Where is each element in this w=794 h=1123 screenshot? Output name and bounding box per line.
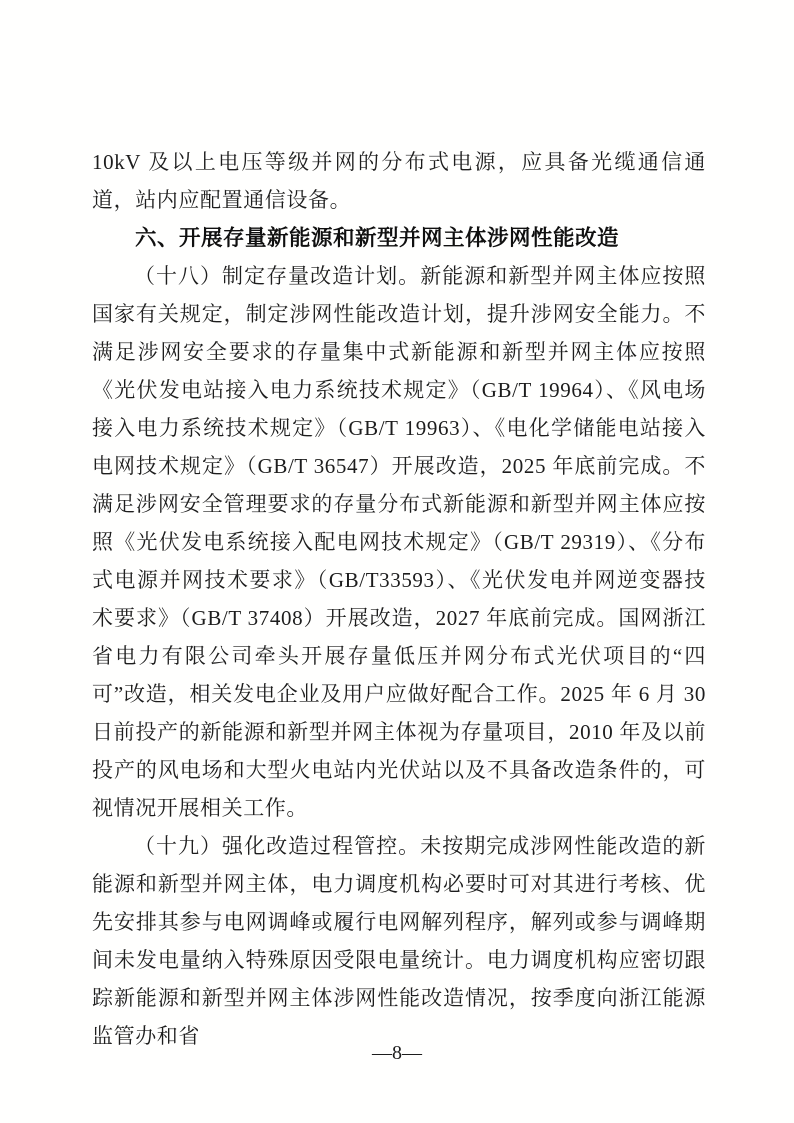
- item-18-lead: （十八）制定存量改造计划。: [134, 264, 421, 288]
- document-body: [92, 143, 706, 1055]
- item-paragraph-19: [92, 827, 706, 1055]
- item-18-body: 新能源和新型并网主体应按照国家有关规定，制定涉网性能改造计划，提升涉网安全能力。不满足涉网安全要求的存量集中式新能源和新型并网主体应按照《光伏发电站接入电力系统技术规定》（GB/T 19964）、《风电场接入电力系统技术规定》（GB/T 19963）、《电化学储能电站接入电网技术规定》（GB/T 36547）开展改造，2025 年底前完成。不满足涉网安全管理要求的存量分布式新能源和新型并网主体应按照《光伏发电系统接入配电网技术规定》（GB/T 29319）、《分布式电源并网技术要求》（GB/T33593）、《光伏发电并网逆变器技术要求》（GB/T 37408）开展改造，2027 年底前完成。国网浙江省电力有限公司牵头开展存量低压并网分布式光伏项目的“四可”改造，相关发电企业及用户应做好配合工作。2025 年 6 月 30 日前投产的新能源和新型并网主体视为存量项目，2010 年及以前投产的风电场和大型火电站内光伏站以及不具备改造条件的，可视情况开展相关工作。: [92, 264, 706, 820]
- item-paragraph-18: [92, 257, 706, 827]
- section-heading: 六、开展存量新能源和新型并网主体涉网性能改造: [135, 226, 620, 250]
- item-19-lead: （十九）强化改造过程管控。: [134, 834, 421, 858]
- page-number: —8—: [372, 1042, 422, 1064]
- continuation-paragraph: 10kV 及以上电压等级并网的分布式电源，应具备光缆通信通道，站内应配置通信设备。: [92, 150, 706, 212]
- item-19-body: 未按期完成涉网性能改造的新能源和新型并网主体，电力调度机构必要时可对其进行考核、优先安排其参与电网调峰或履行电网解列程序，解列或参与调峰期间未发电量纳入特殊原因受限电量统计。电力调度机构应密切跟踪新能源和新型并网主体涉网性能改造情况，按季度向浙江能源监管办和省: [92, 834, 706, 1048]
